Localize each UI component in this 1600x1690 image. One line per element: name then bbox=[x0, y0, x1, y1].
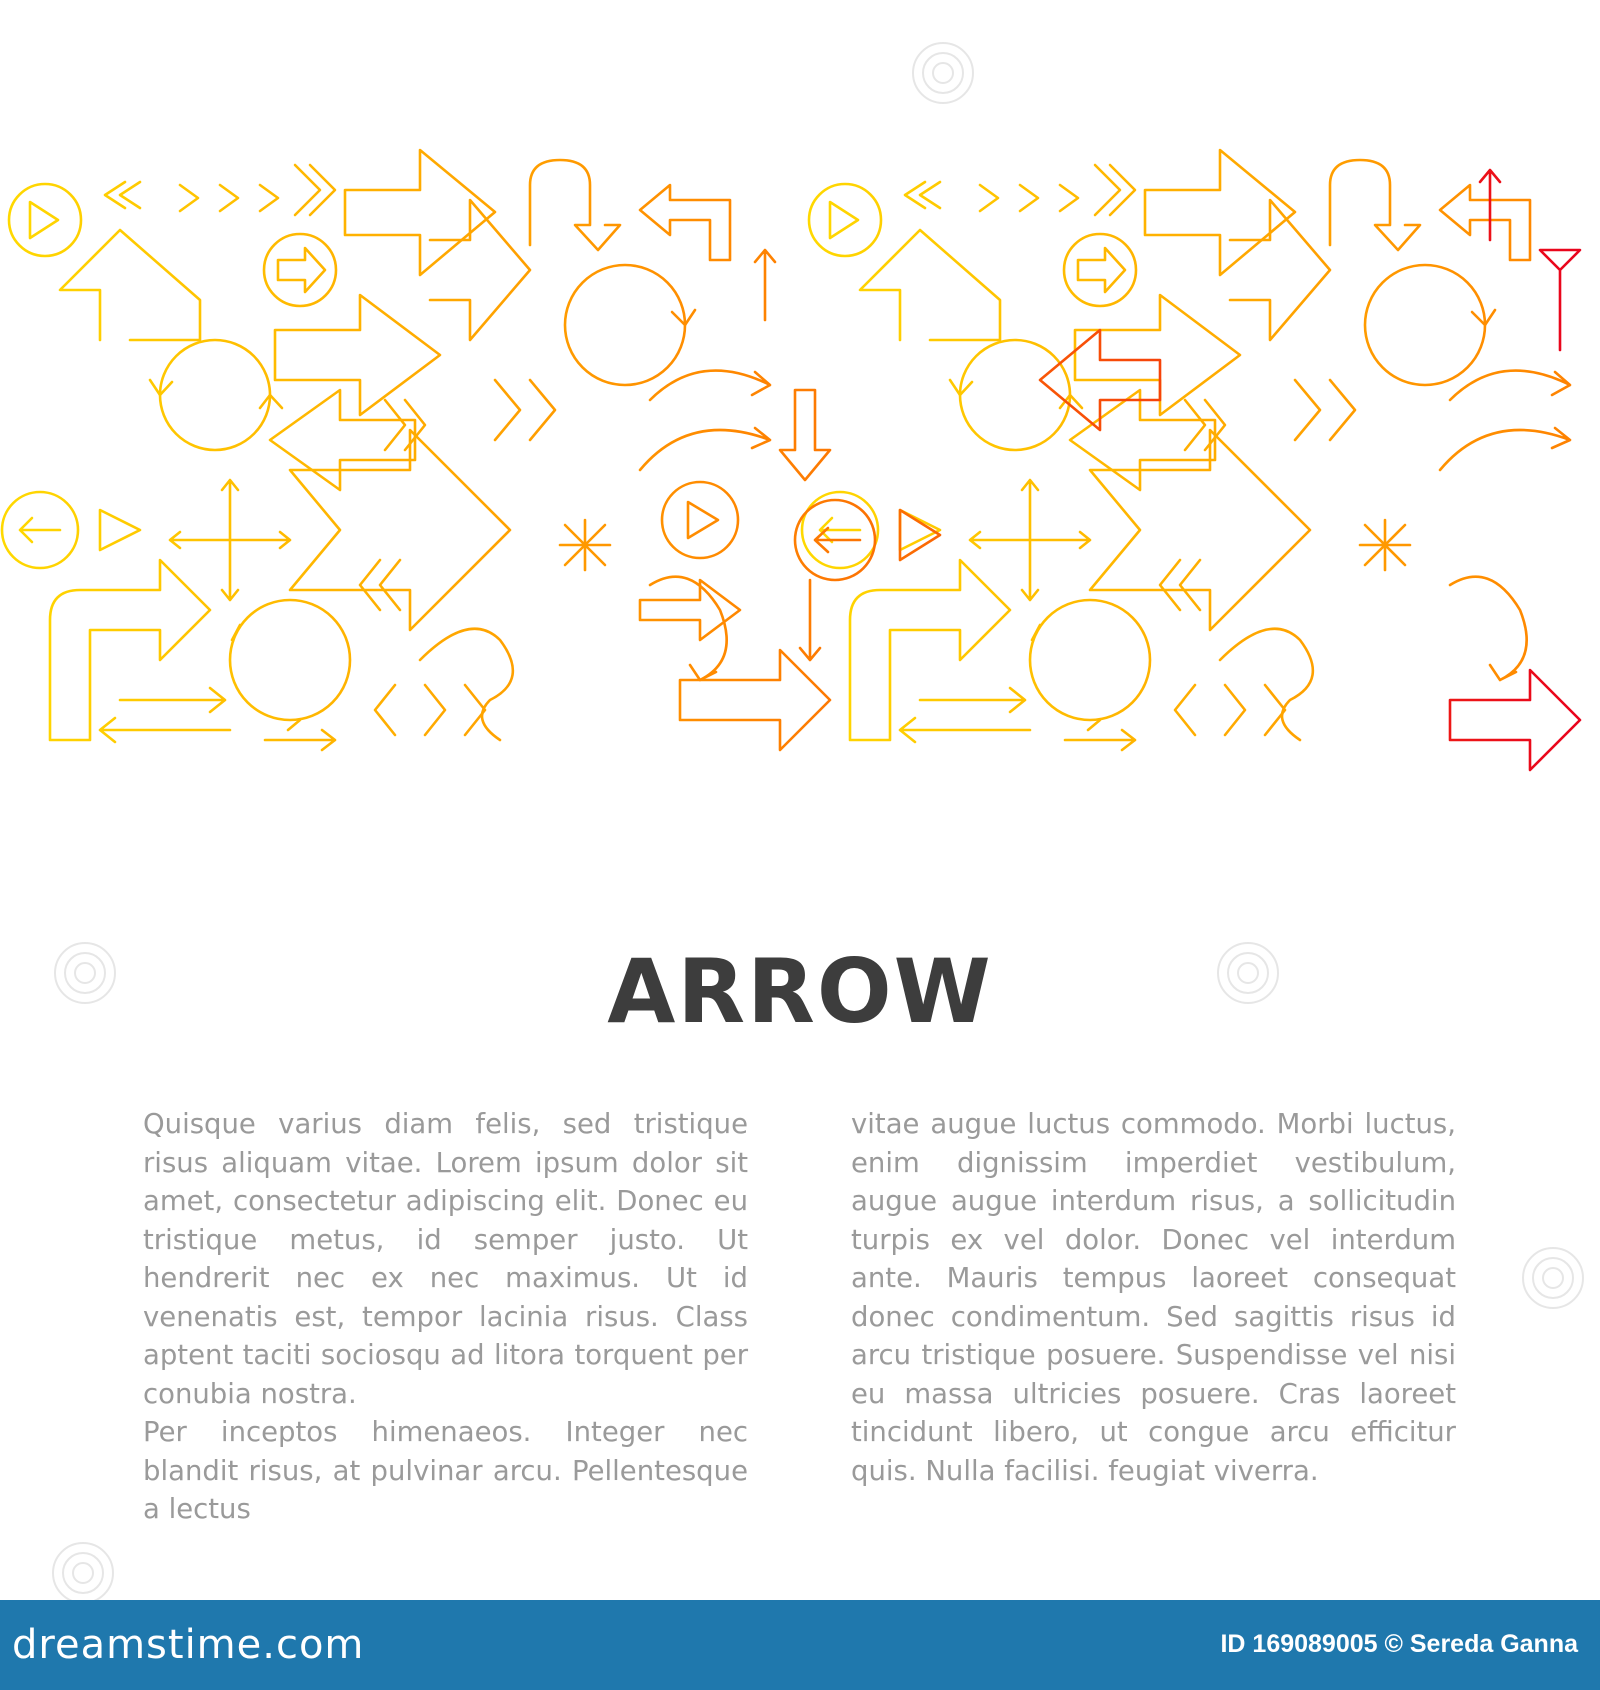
dreamstime-watermark-icon bbox=[50, 1540, 116, 1606]
dreamstime-logo: dreamstime.com bbox=[12, 1622, 365, 1668]
paragraph: vitae augue luctus commodo. Morbi luctus, enim dignissim imperdiet vestibulum, augue augue interdum risus, a sollicitudin turpis ex vel dolor. Donec vel interdum ante. Mauris tempus laoreet consequat donec condimentum. Sed sagittis risus id arcu tristique posuere. Suspendisse vel nisi eu massa ultricies posuere. Cras laoreet tincidunt libero, ut congue arcu efficitur quis. Nulla facilisi. feugiat viverra. bbox=[851, 1108, 1456, 1487]
dreamstime-watermark-icon bbox=[1520, 1245, 1586, 1311]
text-column-right bbox=[851, 1105, 1456, 1490]
paragraph: Quisque varius diam felis, sed tristique risus aliquam vitae. Lorem ipsum dolor sit amet, consectetur adipiscing elit. Donec eu tristique metus, id semper justo. Ut hendrerit nec ex nec maximus. Ut id venenatis est, tempor lacinia risus. Class aptent taciti sociosqu ad litora torquent per conubia nostra. bbox=[143, 1108, 748, 1410]
page-title: ARROW bbox=[607, 940, 993, 1043]
arrow-pattern-banner bbox=[0, 140, 1600, 780]
dreamstime-watermark-icon bbox=[910, 40, 976, 106]
arrow-pattern-icon bbox=[0, 140, 1600, 780]
paragraph: Per inceptos himenaeos. Integer nec blandit risus, at pulvinar arcu. Pellentesque a lectus bbox=[143, 1416, 748, 1525]
text-column-left bbox=[143, 1105, 748, 1529]
image-credit: ID 169089005 © Sereda Ganna bbox=[1220, 1630, 1578, 1658]
watermark-footer-bar bbox=[0, 1600, 1600, 1690]
